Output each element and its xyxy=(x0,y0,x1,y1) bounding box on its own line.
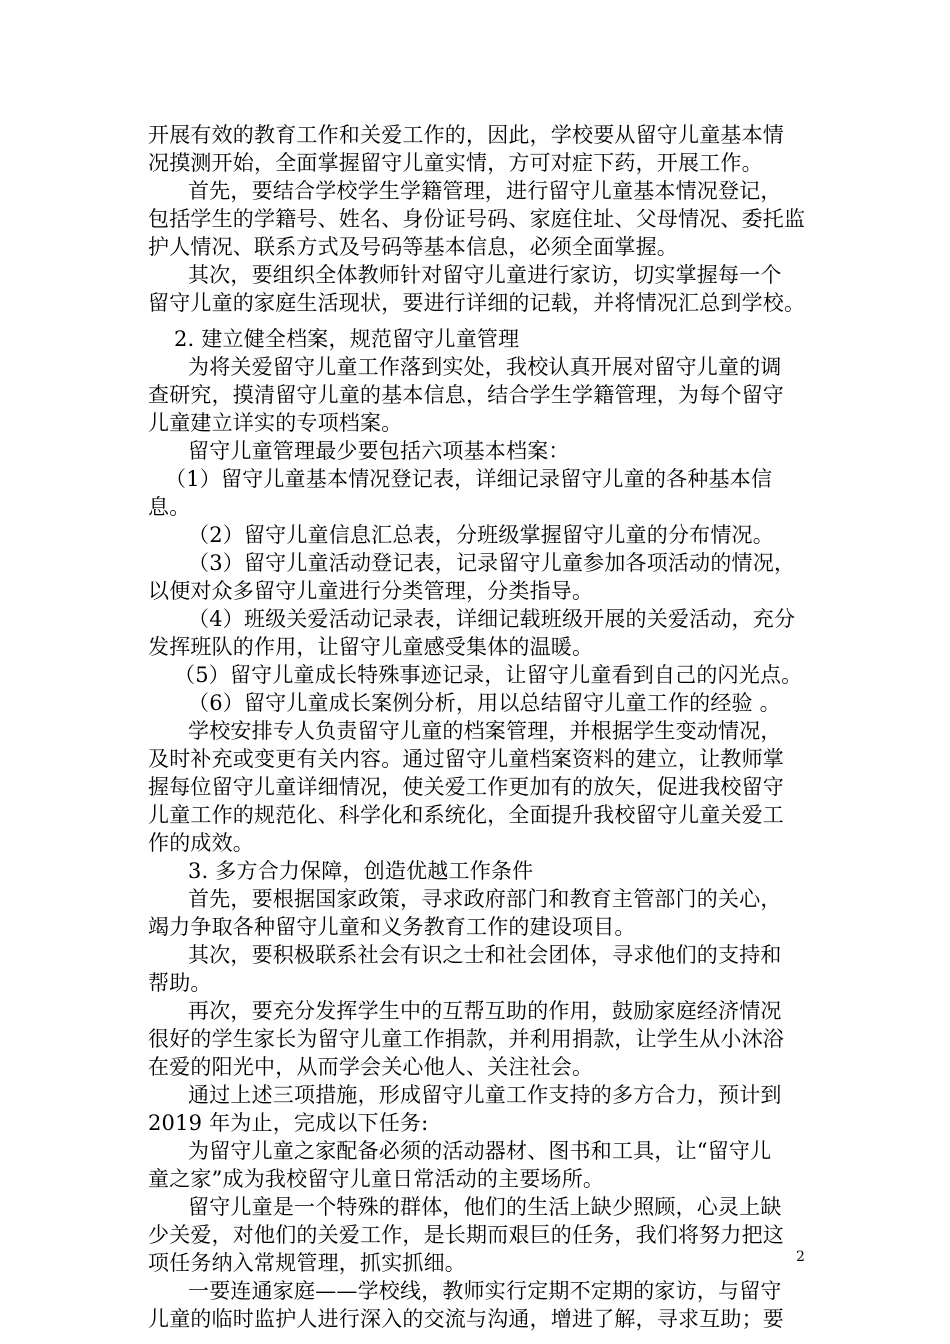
text-line: 儿童工作的规范化、科学化和系统化，全面提升我校留守儿童关爱工 xyxy=(148,803,784,827)
text-line: 查研究，摸清留守儿童的基本信息，结合学生学籍管理，为每个留守 xyxy=(148,383,784,407)
text-line: 少关爱，对他们的关爱工作，是长期而艰巨的任务，我们将努力把这 xyxy=(148,1223,784,1247)
text-line: （3）留守儿童活动登记表，记录留守儿童参加各项活动的情况， xyxy=(188,551,796,575)
text-line: 其次，要积极联系社会有识之士和社会团体，寻求他们的支持和 xyxy=(188,943,782,967)
text-line: 为将关爱留守儿童工作落到实处，我校认真开展对留守儿童的调 xyxy=(188,355,782,379)
text-line: （6）留守儿童成长案例分析，用以总结留守儿童工作的经验 。 xyxy=(188,691,781,715)
text-line: 项任务纳入常规管理，抓实抓细。 xyxy=(148,1251,466,1275)
section-heading: 3. 多方合力保障，创造优越工作条件 xyxy=(188,859,534,883)
text-line: 首先，要根据国家政策，寻求政府部门和教育主管部门的关心， xyxy=(188,887,782,911)
text-line: 通过上述三项措施，形成留守儿童工作支持的多方合力，预计到 xyxy=(188,1083,782,1107)
text-line: 以便对众多留守儿童进行分类管理，分类指导。 xyxy=(148,579,594,603)
text-line: 童之家”成为我校留守儿童日常活动的主要场所。 xyxy=(148,1167,605,1191)
text-line: 在爱的阳光中，从而学会关心他人、关注社会。 xyxy=(148,1055,594,1079)
text-line: （1）留守儿童基本情况登记表，详细记录留守儿童的各种基本信 xyxy=(165,467,773,491)
text-line: 很好的学生家长为留守儿童工作捐款，并利用捐款，让学生从小沐浴 xyxy=(148,1027,784,1051)
text-line: 儿童的临时监护人进行深入的交流与沟通，增进了解，寻求互助；要 xyxy=(148,1307,784,1331)
text-line: 息。 xyxy=(148,495,191,519)
text-line: 留守儿童的家庭生活现状，要进行详细的记载，并将情况汇总到学校。 xyxy=(148,291,806,315)
text-line: （5）留守儿童成长特殊事迹记录，让留守儿童看到自己的闪光点。 xyxy=(174,663,803,687)
text-line: 为留守儿童之家配备必须的活动器材、图书和工具，让“留守儿 xyxy=(188,1139,772,1163)
text-line: 一要连通家庭——学校线，教师实行定期不定期的家访，与留守 xyxy=(188,1279,782,1303)
text-line: 开展有效的教育工作和关爱工作的，因此，学校要从留守儿童基本情 xyxy=(148,123,784,147)
text-line: 首先，要结合学校学生学籍管理，进行留守儿童基本情况登记， xyxy=(188,179,782,203)
text-line: 留守儿童管理最少要包括六项基本档案： xyxy=(188,439,570,463)
text-line: 包括学生的学籍号、姓名、身份证号码、家庭住址、父母情况、委托监 xyxy=(148,207,806,231)
section-heading: 2. 建立健全档案，规范留守儿童管理 xyxy=(174,327,520,351)
text-line: （4）班级关爱活动记录表，详细记载班级开展的关爱活动，充分 xyxy=(188,607,796,631)
text-line: 留守儿童是一个特殊的群体，他们的生活上缺少照顾，心灵上缺 xyxy=(188,1195,782,1219)
text-line: 护人情况、联系方式及号码等基本信息，必须全面掌握。 xyxy=(148,235,678,259)
text-line: 再次，要充分发挥学生中的互帮互助的作用，鼓励家庭经济情况 xyxy=(188,999,782,1023)
text-line: 帮助。 xyxy=(148,971,212,995)
text-line: （2）留守儿童信息汇总表，分班级掌握留守儿童的分布情况。 xyxy=(188,523,774,547)
text-line: 儿童建立详实的专项档案。 xyxy=(148,411,403,435)
text-line: 2019 年为止，完成以下任务: xyxy=(148,1111,429,1135)
text-line: 及时补充或变更有关内容。通过留守儿童档案资料的建立，让教师掌 xyxy=(148,747,784,771)
text-line: 况摸测开始，全面掌握留守儿童实情，方可对症下药，开展工作。 xyxy=(148,151,763,175)
text-line: 作的成效。 xyxy=(148,831,254,855)
text-line: 发挥班队的作用，让留守儿童感受集体的温暖。 xyxy=(148,635,594,659)
text-line: 握每位留守儿童详细情况，使关爱工作更加有的放矢，促进我校留守 xyxy=(148,775,784,799)
text-line: 竭力争取各种留守儿童和义务教育工作的建设项目。 xyxy=(148,915,636,939)
page-number: 2 xyxy=(796,1249,805,1265)
text-line: 其次，要组织全体教师针对留守儿童进行家访，切实掌握每一个 xyxy=(188,263,782,287)
text-line: 学校安排专人负责留守儿童的档案管理，并根据学生变动情况， xyxy=(188,719,782,743)
